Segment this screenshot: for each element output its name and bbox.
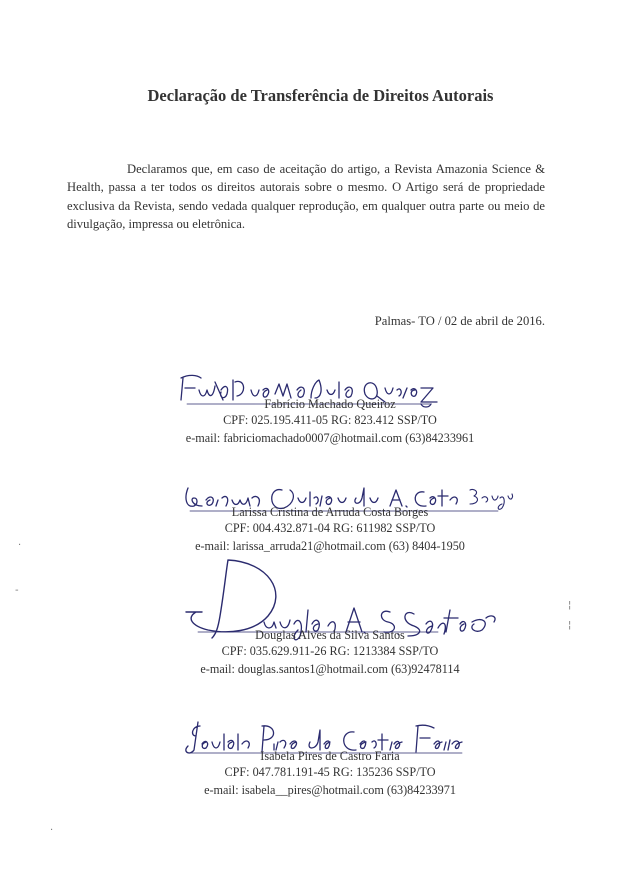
scan-mark: ¦ [568, 620, 572, 631]
signer-larissa [130, 504, 530, 555]
signer-name: Larissa Cristina de Arruda Costa Borges [231, 505, 429, 519]
scan-mark: ¦ [568, 600, 572, 611]
scan-mark: · [18, 540, 22, 551]
signer-cpf: CPF: 025.195.411-05 RG: 823.412 SSP/TO [223, 413, 437, 427]
signer-cpf: CPF: 047.781.191-45 RG: 135236 SSP/TO [224, 765, 436, 779]
signer-fabricio [130, 396, 530, 447]
signer-cpf: CPF: 035.629.911-26 RG: 1213384 SSP/TO [221, 644, 439, 658]
signer-email: e-mail: larissa_arruda21@hotmail.com (63) 8404-1950 [195, 538, 465, 553]
place-date: Palmas- TO / 02 de abril de 2016. [374, 314, 545, 328]
signer-name: Douglas Alves da Silva Santos [255, 628, 405, 642]
signer-name: Isabela Pires de Castro Faria [260, 749, 400, 763]
signer-email: e-mail: isabela__pires@hotmail.com (63)84233971 [204, 782, 456, 797]
page-title: Declaração de Transferência de Direitos Autorais [147, 86, 494, 105]
signer-email: e-mail: fabriciomachado0007@hotmail.com (63)84233961 [185, 430, 475, 445]
signer-name: Fabrício Machado Queiroz [264, 397, 396, 411]
scan-mark: - [15, 585, 19, 596]
signer-isabela [130, 748, 530, 799]
signer-cpf: CPF: 004.432.871-04 RG: 611982 SSP/TO [224, 521, 436, 535]
signer-douglas [130, 627, 530, 678]
signer-email: e-mail: douglas.santos1@hotmail.com (63)92478114 [200, 661, 460, 676]
scan-mark: · [50, 825, 54, 836]
declaration-paragraph: Declaramos que, em caso de aceitação do artigo, a Revista Amazonia Science & Health, passa a ter todos os direitos autorais sobre o mesmo. O Artigo será de propriedade exclusiva da Revista, sendo vedada qualquer reprodução, em qualquer outra parte ou meio de divulgação, impressa ou eletrônica. [67, 162, 545, 231]
